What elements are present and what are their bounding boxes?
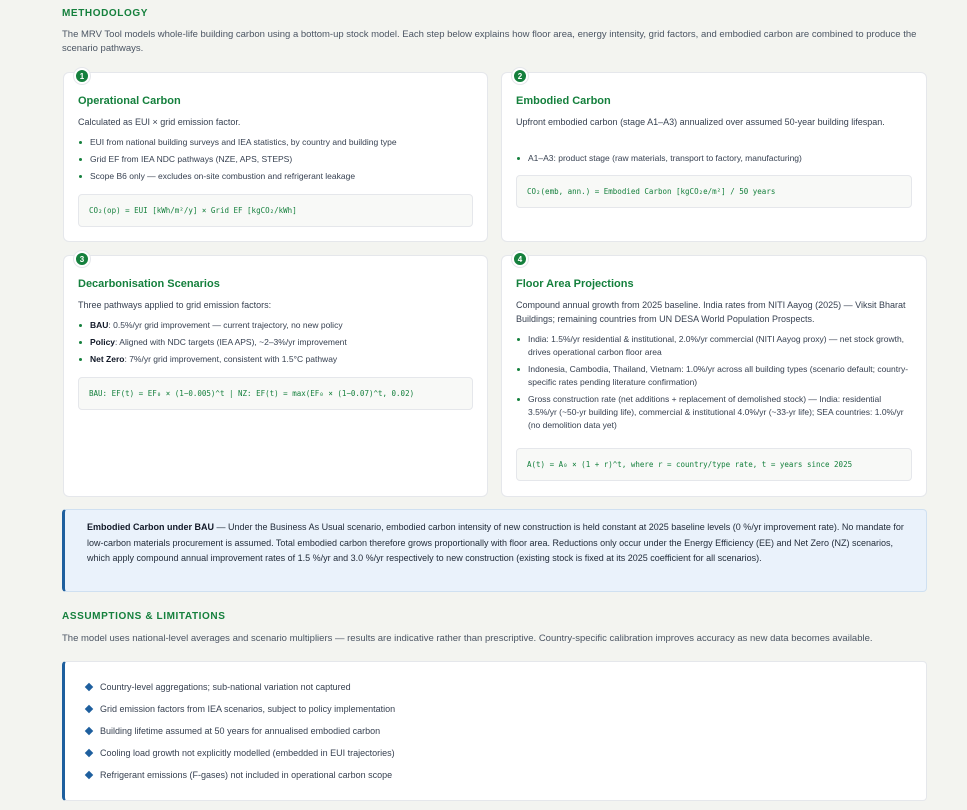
- step-card-decarbonisation-scenarios: [63, 255, 488, 497]
- bullet-dot-icon: [79, 358, 82, 361]
- step-card-operational-carbon: [63, 72, 488, 242]
- step-description: Compound annual growth from 2025 baseline. India rates from NITI Aayog (2025) — Viksit Bharat Buildings; remaining countries from UN DESA World Population Prospects.: [516, 300, 906, 324]
- bullet-dot-icon: [79, 141, 82, 144]
- assumptions-heading: ASSUMPTIONS & LIMITATIONS: [62, 611, 226, 622]
- list-item: Policy: Aligned with NDC targets (IEA APS), ~2–3%/yr improvement: [78, 336, 473, 349]
- scenario-name: BAU: [90, 320, 109, 330]
- embodied-carbon-bau-callout: [62, 509, 927, 592]
- list-item: Building lifetime assumed at 50 years for annualised embodied carbon: [85, 725, 395, 738]
- step-card-floor-area-projections: [501, 255, 927, 497]
- step-description: Upfront embodied carbon (stage A1–A3) annualized over assumed 50-year building lifespan.: [516, 117, 885, 127]
- step-description: Calculated as EUI × grid emission factor.: [78, 117, 241, 127]
- step-number-badge: 3: [74, 251, 90, 267]
- assumptions-list: [85, 681, 395, 791]
- bullet-dot-icon: [517, 157, 520, 160]
- formula-box: BAU: EF(t) = EF₀ × (1−0.005)^t | NZ: EF(t) = max(EF₀ × (1−0.07)^t, 0.02): [78, 377, 473, 410]
- list-item: Scope B6 only — excludes on-site combustion and refrigerant leakage: [78, 170, 473, 183]
- step-title: Floor Area Projections: [516, 278, 634, 290]
- list-item: Grid emission factors from IEA scenarios, subject to policy implementation: [85, 703, 395, 716]
- diamond-bullet-icon: [85, 727, 93, 735]
- assumptions-list-card: [62, 661, 927, 801]
- step-bullet-list: [516, 333, 912, 436]
- callout-text: — Under the Business As Usual scenario, embodied carbon intensity of new construction is held constant at 2025 baseline levels (0 %/yr improvement rate). No mandate for low-carbon materials procurement is assumed. Total embodied carbon therefore grows proportionally with floor area. Reductions only occur under the Energy Efficiency (EE) and Net Zero (NZ) scenarios, which apply compound annual improvement rates of 1.5 %/yr and 3.0 %/yr respectively to new construction (existing stock is fixed at its 2025 coefficient for all scenarios).: [87, 522, 904, 563]
- step-bullet-list: [78, 136, 473, 187]
- scenario-name: Net Zero: [90, 354, 125, 364]
- list-item: Refrigerant emissions (F-gases) not included in operational carbon scope: [85, 769, 395, 782]
- bullet-dot-icon: [79, 158, 82, 161]
- list-item: A1–A3: product stage (raw materials, transport to factory, manufacturing): [516, 152, 912, 165]
- step-number-badge: 1: [74, 68, 90, 84]
- bullet-dot-icon: [79, 341, 82, 344]
- step-title: Embodied Carbon: [516, 95, 611, 107]
- list-item: Gross construction rate (net additions + replacement of demolished stock) — India: residential 3.5%/yr (~50-yr building life), commercial & institutional 4.0%/yr (~33-yr life); SEA countries: 1.0%/yr (no demolition data yet): [516, 393, 912, 432]
- callout-heading: Embodied Carbon under BAU: [87, 522, 215, 532]
- assumptions-intro: The model uses national-level averages and scenario multipliers — results are indicative rather than prescriptive. Country-specific calibration improves accuracy as new data becomes available.: [62, 633, 873, 644]
- diamond-bullet-icon: [85, 705, 93, 713]
- list-item: Cooling load growth not explicitly modelled (embedded in EUI trajectories): [85, 747, 395, 760]
- bullet-dot-icon: [517, 368, 520, 371]
- bullet-dot-icon: [517, 338, 520, 341]
- list-item: Indonesia, Cambodia, Thailand, Vietnam: 1.0%/yr across all building types (scenario default; country-specific rates pending literature confirmation): [516, 363, 912, 389]
- scenario-name: Policy: [90, 337, 116, 347]
- step-title: Decarbonisation Scenarios: [78, 278, 220, 290]
- step-number-badge: 2: [512, 68, 528, 84]
- bullet-dot-icon: [79, 175, 82, 178]
- bullet-dot-icon: [517, 398, 520, 401]
- formula-box: A(t) = A₀ × (1 + r)^t, where r = country/type rate, t = years since 2025: [516, 448, 912, 481]
- step-bullet-list: [516, 152, 912, 169]
- list-item: BAU: 0.5%/yr grid improvement — current trajectory, no new policy: [78, 319, 473, 332]
- diamond-bullet-icon: [85, 771, 93, 779]
- methodology-intro: The MRV Tool models whole-life building carbon using a bottom-up stock model. Each step below explains how floor area, energy intensity, grid factors, and embodied carbon are combined to produce the scenario pathways.: [62, 29, 917, 54]
- step-card-embodied-carbon: [501, 72, 927, 242]
- step-title: Operational Carbon: [78, 95, 181, 107]
- bullet-dot-icon: [79, 324, 82, 327]
- diamond-bullet-icon: [85, 749, 93, 757]
- list-item: India: 1.5%/yr residential & institutional, 2.0%/yr commercial (NITI Aayog proxy) — net stock growth, drives operational carbon floor area: [516, 333, 912, 359]
- formula-box: CO₂(op) = EUI [kWh/m²/y] × Grid EF [kgCO₂/kWh]: [78, 194, 473, 227]
- list-item: Net Zero: 7%/yr grid improvement, consistent with 1.5°C pathway: [78, 353, 473, 366]
- methodology-heading: METHODOLOGY: [62, 8, 149, 19]
- formula-box: CO₂(emb, ann.) = Embodied Carbon [kgCO₂e/m²] / 50 years: [516, 175, 912, 208]
- list-item: Grid EF from IEA NDC pathways (NZE, APS, STEPS): [78, 153, 473, 166]
- list-item: Country-level aggregations; sub-national variation not captured: [85, 681, 395, 694]
- list-item: EUI from national building surveys and IEA statistics, by country and building type: [78, 136, 473, 149]
- diamond-bullet-icon: [85, 683, 93, 691]
- step-description: Three pathways applied to grid emission factors:: [78, 300, 272, 310]
- step-bullet-list: [78, 319, 473, 370]
- step-number-badge: 4: [512, 251, 528, 267]
